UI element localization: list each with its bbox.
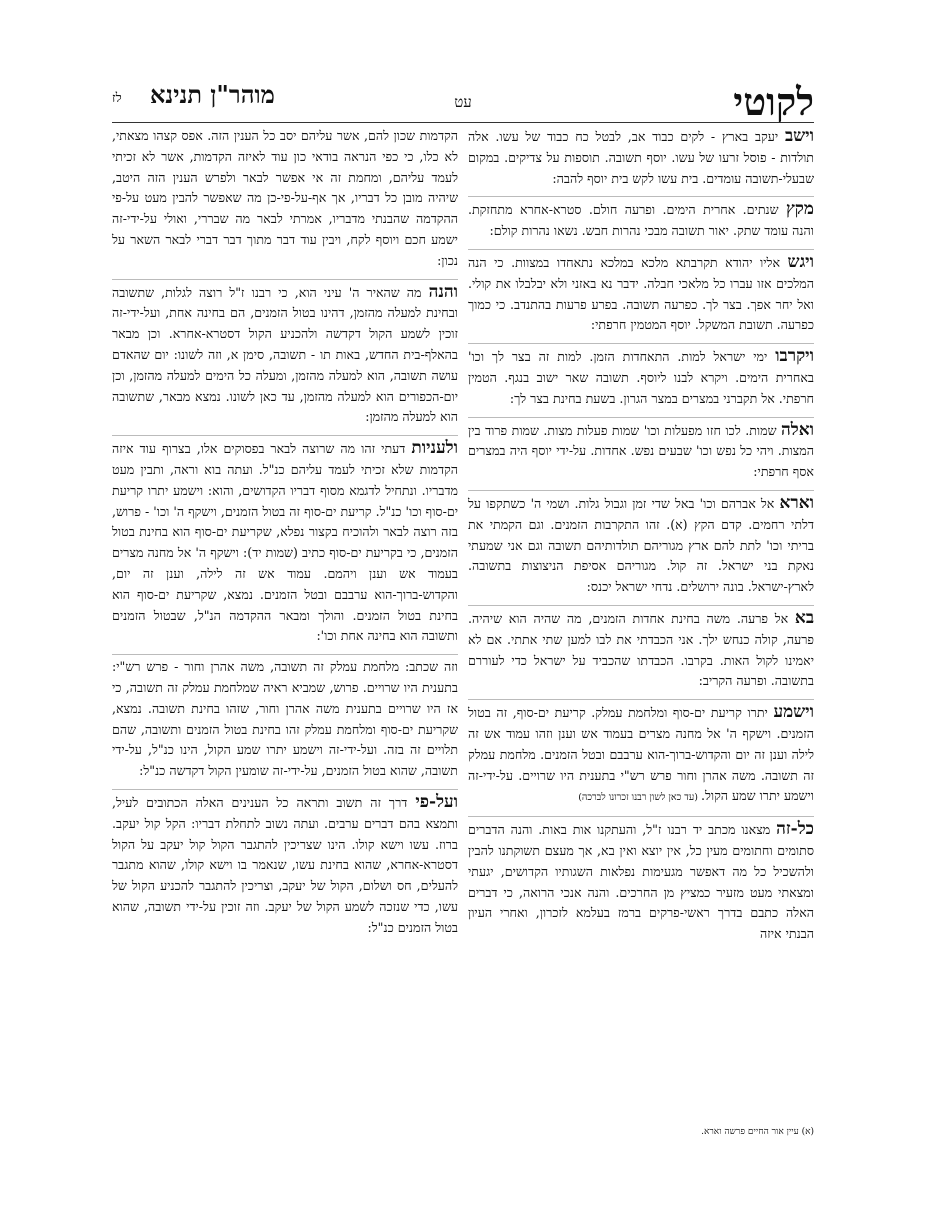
- paragraph-lead-word: בא: [794, 607, 815, 628]
- paragraph-lead-word: ויקרבו: [775, 346, 814, 367]
- paragraph: [112, 657, 458, 790]
- paragraph-note: (עד כאן לשון רבנו זכרונו לברכה): [578, 792, 701, 804]
- paragraph-lead-word: וישב: [784, 126, 814, 146]
- paragraph-text: וזה שכתב: מלחמת עמלק זה תשובה, משה אהרן וחור - פרש רש"י: בתענית היו שרויים. פרוש, שמביא ראיה שמלחמת עמלק זה תשובה, כי אז היו שרויים בתענית משה אהרן וחור, שזהו בחינת תשובה. נמצא, שקריעת ים-סוף ומלחמת עמלק זהו בחינת בטול הזמנים ותשובה, שהם תלויים זה בזה. ועל-ידי-זה וישמע יתרו שמע הקול, הינו כנ"ל, על-ידי תשובה, שהוא בטול הזמנים, על-ידי-זה שומעין הקול דקדשה כנ"ל:: [112, 659, 458, 779]
- right-text-column: [468, 126, 814, 954]
- paragraph: [112, 282, 458, 437]
- paragraph-text: אל פרעה. משה בחינת אחדות הזמנים, מה שהיה הוא שיהיה. פרעה, קולה כנחש ילך. אני הכבדתי את לבו למען שתי אתתי. אם לא יאמינו לקול האות. בקרבו. הכבדתו שהכביד על ישראל כדי לעוררם בתשובה. ופרעה הקריב:: [468, 610, 814, 689]
- paragraph: [112, 792, 458, 946]
- paragraph-lead-word: ואלה: [781, 419, 814, 440]
- paragraph-text: דעתי זהו מה שרוצה לבאר בפסוקים אלו, בצרוף עוד איזה הקדמות שלא זכיתי לעמד עליהם כנ"ל. ועתה בוא וראה, ותבין מעט מדבריו. ונתחיל לדגמא מסוף דבריו הקדושים, והוא: וישמע יתרו קריעת ים-סוף וכו' כנ"ל. קריעת ים-סוף זה בטול הזמנים, וישקף ה' וכו' - פרוש, בזה רוצה לבאר ולהוכיח בקצור נפלא, שקריעת ים-סוף הוא בחינת בטול הזמנים, כי בקריעת ים-סוף כתיב (שמות יד): וישקף ה' אל מחנה מצרים בעמוד אש וענן ויהמם. עמוד אש זה לילה, וענן זה יום, והקדוש-ברוך-הוא ערבבם ובטל הזמנים. נמצא, שקריעת ים-סוף הוא בחינת בטול הזמנים. והולך ומבאר ההקדמה הנ"ל, שבטול הזמנים ותשובה הוא בחינה אחת וכו':: [112, 441, 458, 644]
- paragraph: [468, 252, 814, 344]
- paragraph: [112, 126, 458, 280]
- left-text-column: [112, 126, 458, 947]
- paragraph: [468, 199, 814, 250]
- paragraph: [468, 493, 814, 606]
- paragraph-text: ימי ישראל למות. התאחדות הזמן. למות זה בצר לך וכו' באחרית הימים. ויקרא לבנו ליוסף. תשובה שאר ישוב בנגף. הטמין חרפתי. אל תקברני במצרים במצר הגרון. בשעת בחינת בצר לך:: [468, 349, 814, 406]
- paragraph-text: דרך זה תשוב ותראה כל הענינים האלה הכתובים לעיל, ותמצא בהם דברים ערבים. ועתה נשוב לתחלת דבריו: הקל קול יעקב. ברוז. עשו וישא קולו. הינו שצריכין להתגבר הקול קול יעקב על הקול דסטרא-אחרא, שהוא בחינת עשו, שנאמר בו וישא קולו, שהוא מתגבר להעלים, חס ושלום, הקול של יעקב, וצריכין להתגבר להכניע הקול של עשו, כדי שנזכה לשמע הקול של יעקב. וזה זוכין על-ידי תשובה, שהוא בטול הזמנים כנ"ל:: [112, 794, 458, 935]
- paragraph-lead-word: ולעניות: [411, 438, 458, 459]
- running-title-right: לקוטי: [733, 79, 814, 124]
- paragraph-text: מצאנו מכתב יד רבנו ז"ל, והעתקנו אות באות. והנה הדברים סתומים וחתומים מעין כל, אין יוצא ואין בא, אך מעצם תשוקתנו להבין ולהשכיל כל מה דאפשר מגעימות נפלאות השגותיו הקדושים, יגעתי ומצאתי מעט מזעיר כמציץ מן החרכים. והנה אנכי הרואה, כי דברים האלה כתבם בדרך ראשי-פרקים ברמז בעלמא לזכרון, ואחרי העיון הבנתי איזה: [468, 822, 814, 942]
- paragraph-text: יתרו קריעת ים-סוף ומלחמת עמלק. קריעת ים-סוף, זה בטול הזמנים. וישקף ה' אל מחנה מצרים בעמוד אש וענן וזהו עמוד אש זה לילה וענן זה יום והקדוש-ברוך-הוא ערבבם ובטל הזמנים. מלחמת עמלק זה תשובה. משה אהרן וחור פרש רש"י בתענית היו שרויים. על-ידי-זה וישמע יתרו שמע הקול.: [468, 705, 814, 804]
- paragraph: [112, 438, 458, 655]
- paragraph-text: הקדמות שכון להם, אשר עליהם יסב כל הענין הזה. אפס קצהו מצאתי, לא כלו, כי כפי הנראה בודאי כון עוד לאיזה הקדמות, אשר לא זכיתי לעמד עליהם, ומחמת זה אי אפשר לבאר ולפרש הענין הזה היטב, שיהיה מובן כל דבריו, אך אף-על-פי-כן מה שאפשר להבין מעט על-פי ההקדמה שהבנתי מדבריו, אמרתי לבאר מה שבררי, ואולי על-ידי-זה ישמע חכם ויוסף לקח, ויבין עוד דבר מתוך דבר דברי לבאר השאר על נכון:: [112, 128, 458, 268]
- paragraph-lead-word: וארא: [779, 492, 814, 513]
- paragraph-text: יעקב בארץ - לקים כבוד אב, לבטל כח כבוד של עשו. אלה תולדות - פוסל זרעו של עשו. יוסף תשובה. תוספות על צדיקים. במקום שבעלי-תשובה עומדים. בית עשו לקש בית יוסף להבה:: [468, 129, 814, 186]
- paragraph-lead-word: ויגש: [787, 251, 814, 272]
- paragraph-lead-word: ועל-פי: [415, 791, 458, 812]
- paragraph: [468, 346, 814, 417]
- paragraph-text: שמות. לכו חזו מפעלות וכו' שמות פעלות מצות. שמות פרוד בין המצות. ויהי כל נפש וכו' שבעים נפש. אחדות. על-ידי יוסף היה במצרים אסף חרפתי:: [468, 422, 814, 480]
- paragraph-text: אל אברהם וכו' באל שדי זמן וגבול גלות. ושמי ה' כשתקפו על דלתי רחמים. קדם הקץ (א). זהו התקרבות הזמנים. וגם הקמתי את בריתי וכו' לתת להם ארץ מגוריהם תולדותיהם תשובה וגם אני שמעתי נאקת בני ישראל. זה קול. מגוריהם אסיפת הניצוצות בתשובה. לארץ-ישראל. בונה ירושלים. נדחי ישראל יכנס:: [468, 495, 814, 595]
- running-title-left: מוהר"ן תנינא: [150, 80, 275, 109]
- footnote: (א) עיין אור החיים פרשה וארא.: [701, 1127, 814, 1137]
- paragraph-lead-word: וישמע: [773, 702, 814, 723]
- paragraph-lead-word: והנה: [428, 281, 458, 302]
- page-number: לז: [112, 91, 122, 106]
- paragraph-lead-word: כל-זה: [776, 819, 814, 840]
- paragraph: [468, 420, 814, 491]
- paragraph: [468, 608, 814, 700]
- paragraph-text: אליו יהודא תקרבתא מלכא במלכא נתאחדו במצוות. כי הנה המלכים אזו עברו כל מלאכי חבלה. ידבר נא באזני ולא יבלבלו את קולי. ואל יחר אפך. בצר לך. כפרעה תשובה. בפרע פרעות בהתנדב. כי כמוך כפרעה. תשובת המשקל. יוסף המטמין חרפתי:: [468, 254, 814, 333]
- paragraph: [468, 702, 814, 817]
- paragraph-lead-word: מקץ: [785, 199, 814, 220]
- paragraph: [468, 819, 814, 952]
- paragraph: [468, 126, 814, 197]
- paragraph-text: שנתים. אחרית הימים. ופרעה חולם. סטרא-אחרא מתחזקת. והנה עומד שתק. יאור תשובה מבכי נהרות חבש. נשאו נהרות קולם:: [468, 202, 814, 239]
- paragraph-text: מה שהאיר ה' עיני הוא, כי רבנו ז"ל רוצה לגלות, שתשובה ובחינת למעלה מהזמן, דהינו בטול הזמנים, הם בחינה אחת, ועל-ידי-זה זוכין לשמע הקול דקדשה ולהכניע הקול דסטרא-אחרא. וכן מבאר בהאלף-בית החדש, באות תו - תשובה, סימן א, וזה לשונו: יום שהאדם עושה תשובה, הוא למעלה מהזמן, ומעלה כל הימים למעלה מהזמן, וכן יום-הכפורים הוא למעלה מהזמן, עד כאן לשונו. נמצא מבאר, שתשובה הוא למעלה מהזמן:: [112, 284, 458, 425]
- header-rule: [112, 122, 814, 123]
- running-title-center: עט: [454, 93, 472, 111]
